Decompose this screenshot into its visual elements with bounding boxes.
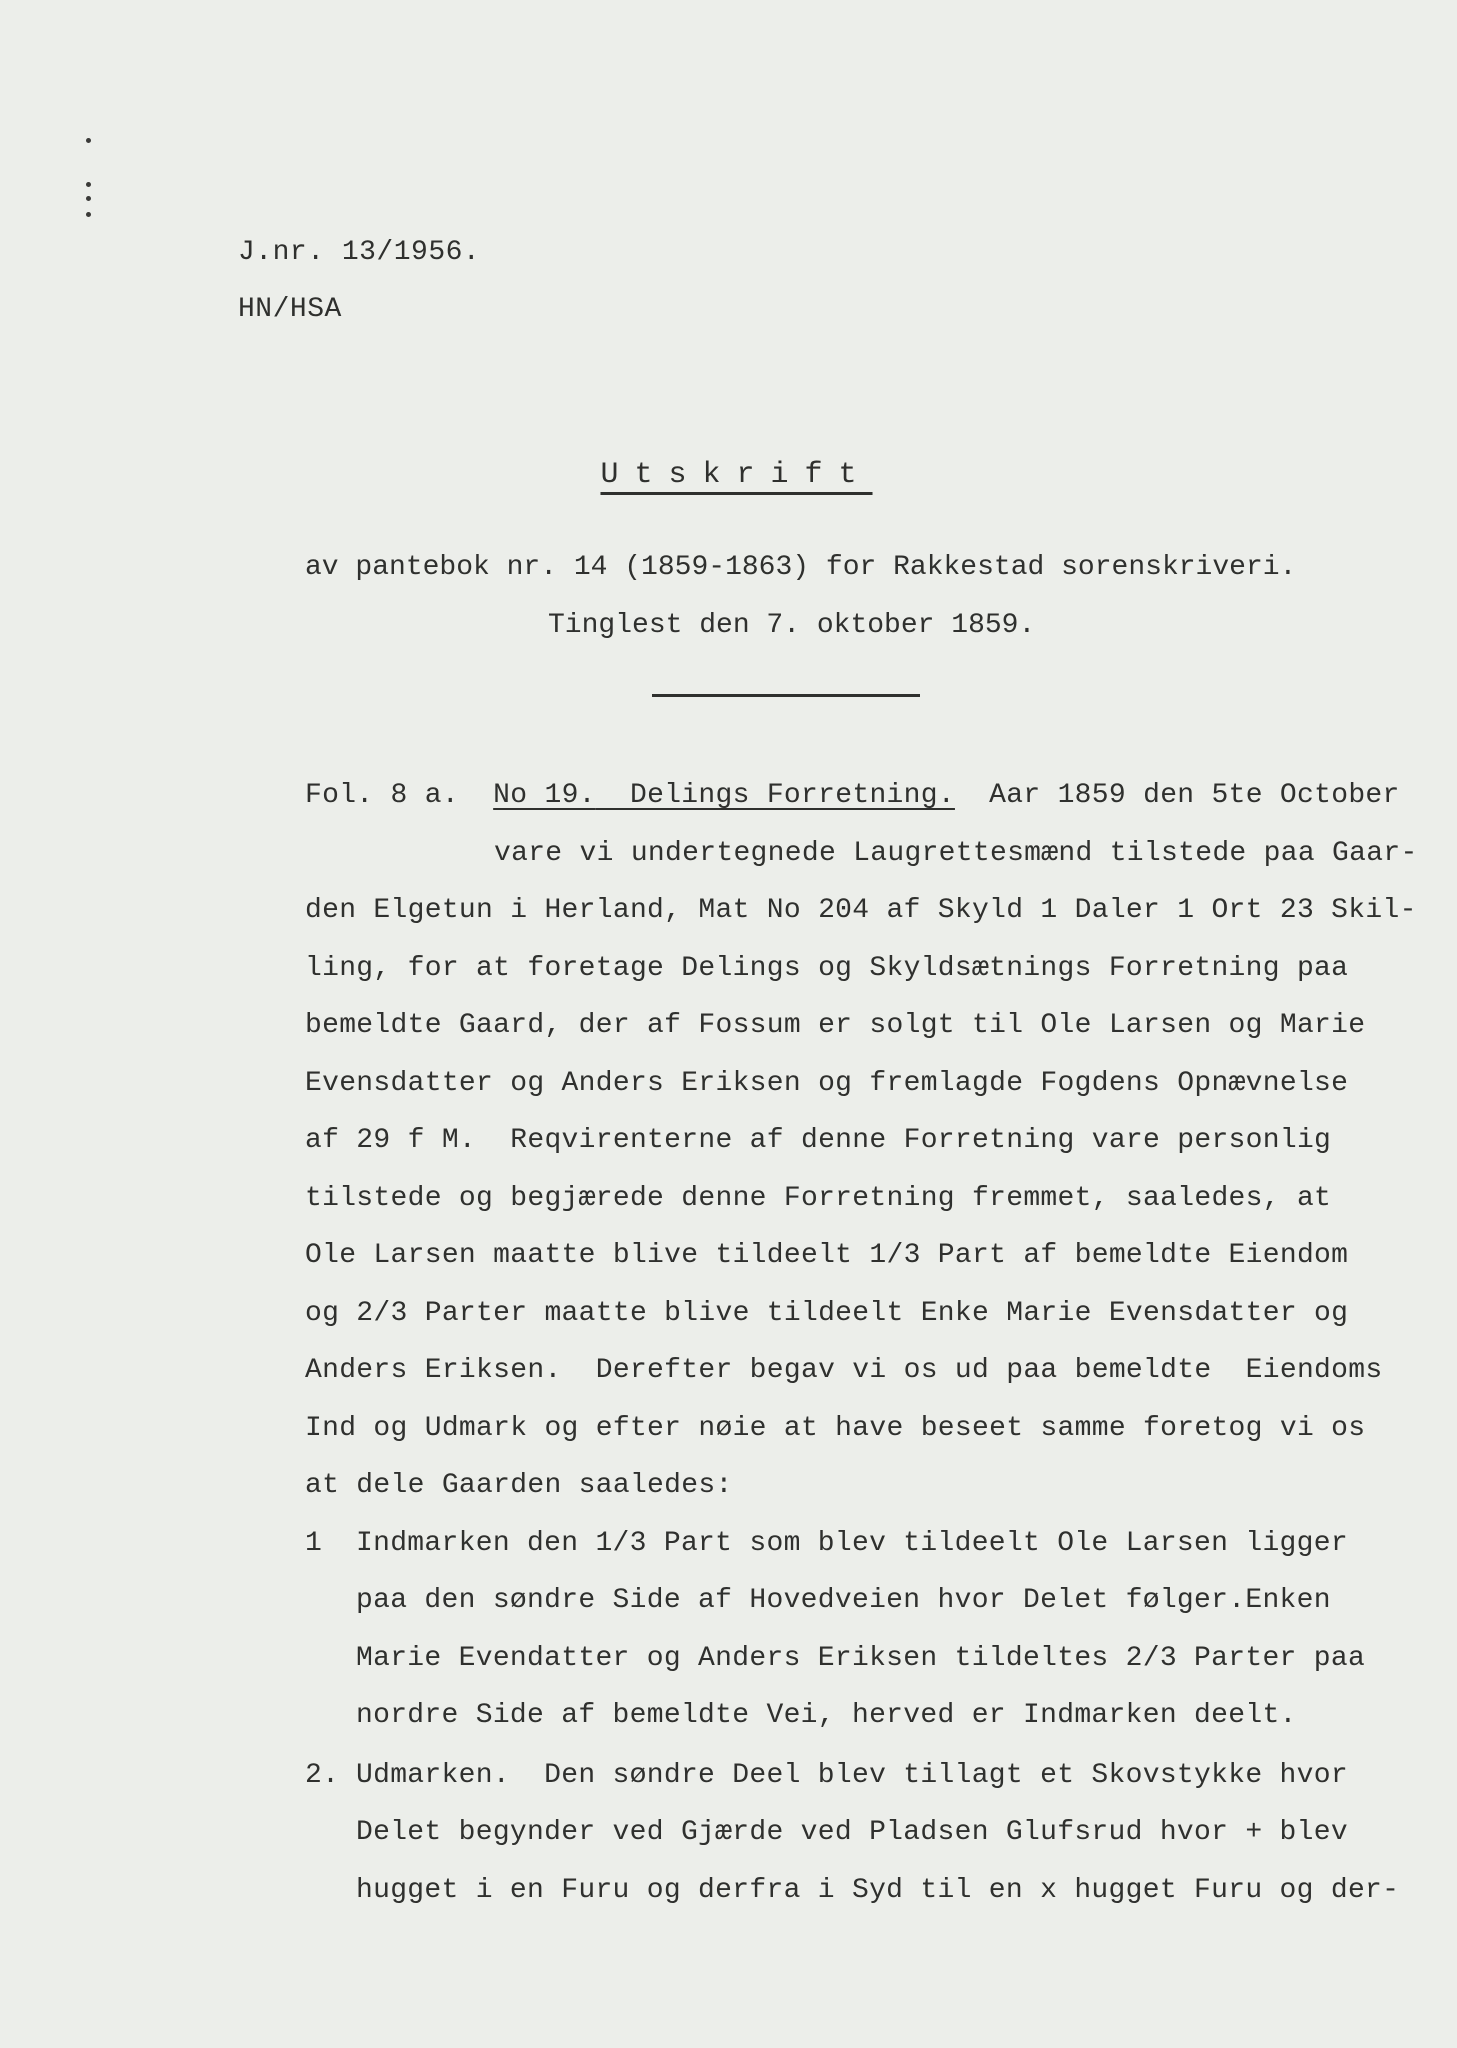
- entry-date: Aar 1859 den 5te October: [989, 780, 1400, 811]
- body-line: at dele Gaarden saaledes:: [305, 1470, 733, 1501]
- list-item-1-line: paa den søndre Side af Hovedveien hvor Delet følger.Enken: [356, 1585, 1331, 1616]
- list-item-2-line: Delet begynder ved Gjærde ved Pladsen Glufsrud hvor + blev: [356, 1817, 1348, 1848]
- entry-number: No 19.: [493, 780, 596, 811]
- body-line: tilstede og begjærede denne Forretning fremmet, saaledes, at: [305, 1183, 1332, 1214]
- document-title: [0, 458, 1457, 492]
- divider-rule: [652, 694, 920, 697]
- list-marker-2: 2.: [305, 1760, 340, 1791]
- body-line: vare vi undertegnede Laugrettesmænd tilstede paa Gaar-: [494, 838, 1418, 869]
- body-line: af 29 f M. Reqvirenterne af denne Forretning vare personlig: [305, 1125, 1332, 1156]
- body-first-line: [305, 780, 1400, 811]
- margin-punch-marks: [84, 130, 94, 230]
- subtitle-line-1: av pantebok nr. 14 (1859-1863) for Rakkestad sorenskriveri.: [305, 552, 1297, 583]
- initials: HN/HSA: [238, 294, 342, 325]
- subtitle-line-2: Tinglest den 7. oktober 1859.: [548, 610, 1036, 641]
- document-title-text: Utskrift: [600, 458, 873, 492]
- body-line: den Elgetun i Herland, Mat No 204 af Skyld 1 Daler 1 Ort 23 Skil-: [305, 895, 1417, 926]
- body-line: Evensdatter og Anders Eriksen og fremlagde Fogdens Opnævnelse: [305, 1068, 1349, 1099]
- list-marker-1: 1: [305, 1528, 323, 1559]
- list-item-2-line: hugget i en Furu og derfra i Syd til en x hugget Furu og der-: [356, 1875, 1400, 1906]
- list-item-1-line: nordre Side af bemeldte Vei, herved er Indmarken deelt.: [356, 1700, 1297, 1731]
- body-line: Anders Eriksen. Derefter begav vi os ud paa bemeldte Eiendoms: [305, 1355, 1383, 1386]
- body-line: bemeldte Gaard, der af Fossum er solgt til Ole Larsen og Marie: [305, 1010, 1366, 1041]
- list-item-1-line: Marie Evendatter og Anders Eriksen tildeltes 2/3 Parter paa: [356, 1643, 1366, 1674]
- body-line: Ole Larsen maatte blive tildeelt 1/3 Part af bemeldte Eiendom: [305, 1240, 1349, 1271]
- body-line: ling, for at foretage Delings og Skyldsætnings Forretning paa: [305, 953, 1349, 984]
- journal-number: J.nr. 13/1956.: [238, 237, 481, 268]
- body-line: og 2/3 Parter maatte blive tildeelt Enke Marie Evensdatter og: [305, 1298, 1349, 1329]
- entry-title: Delings Forretning.: [630, 780, 955, 811]
- list-item-1-line: Indmarken den 1/3 Part som blev tildeelt Ole Larsen ligger: [356, 1528, 1348, 1559]
- list-item-2-line: Udmarken. Den søndre Deel blev tillagt et Skovstykke hvor: [356, 1760, 1348, 1791]
- body-line: Ind og Udmark og efter nøie at have beseet samme foretog vi os: [305, 1413, 1366, 1444]
- folio-ref: Fol. 8 a.: [305, 780, 459, 811]
